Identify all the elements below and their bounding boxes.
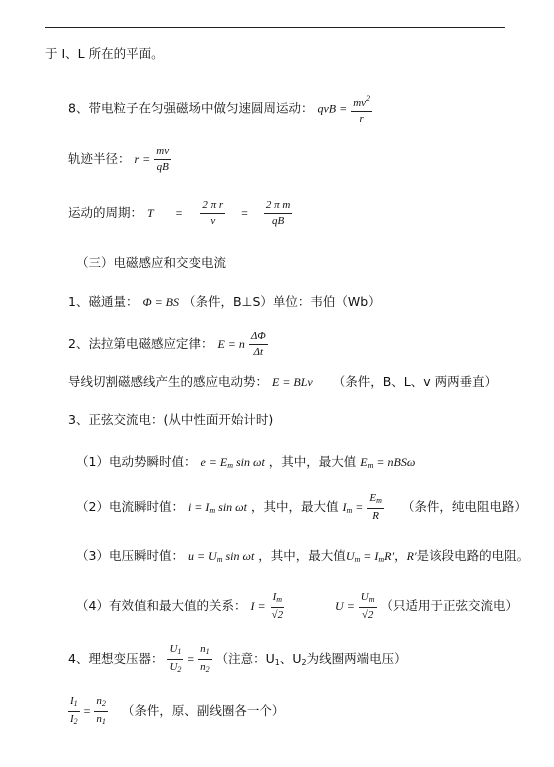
radius-label: 轨迹半径： xyxy=(68,151,131,166)
item-8-num: mv xyxy=(353,97,367,109)
item-8-fraction xyxy=(351,92,372,126)
effective-u-lhs: U = xyxy=(335,599,355,613)
emf-label: （1）电动势瞬时值： xyxy=(76,454,197,469)
radius-lhs: r = xyxy=(134,152,151,166)
transformer-label: 4、理想变压器： xyxy=(68,651,164,666)
emf-formula: $e = E_m$ sin ωt xyxy=(200,455,265,470)
period-fraction-1 xyxy=(200,199,225,228)
period-lhs: T xyxy=(147,206,154,220)
ac-title: 3、正弦交流电：(从中性面开始计时) xyxy=(68,412,274,427)
current-ratio-n-fraction: $\frac{n_2}{n_1}$ xyxy=(96,695,106,726)
item-8-lhs: qvB = xyxy=(317,101,348,116)
current-fraction: $\frac{E_m}{R}$ xyxy=(369,492,382,522)
faraday-lhs: E = n xyxy=(217,337,245,351)
effective-label: （4）有效值和最大值的关系： xyxy=(76,598,247,613)
item-8-label: 8、带电粒子在匀强磁场中做匀速圆周运动： xyxy=(68,100,314,116)
cutting-line xyxy=(68,372,497,390)
radius-fraction xyxy=(154,145,171,174)
item-8 xyxy=(68,92,372,126)
flux-formula: Φ = BS xyxy=(142,295,179,309)
radius-num: mv xyxy=(154,145,171,160)
emf-mid: ，其中，最大值 xyxy=(268,454,357,469)
transformer-n-fraction: $\frac{n_1}{n_2}$ xyxy=(200,643,210,674)
faraday-num: ΔΦ xyxy=(249,330,268,345)
voltage-line: （3）电压瞬时值： $u = U_m$ sin ωt ，其中，最大值$U_m = I_mR'$，R′是该段电路的电阻。 xyxy=(76,548,530,564)
faraday-line xyxy=(68,330,268,359)
current-formula: $i = I_m$ sin ωt xyxy=(187,500,247,515)
current-line xyxy=(76,492,527,523)
effective-note: （只适用于正弦交流电） xyxy=(380,598,519,613)
period-fraction-2 xyxy=(264,199,292,228)
effective-u-fraction: $\frac{U_m}{√2}$ xyxy=(360,591,375,621)
flux-label: 1、磁通量： xyxy=(68,294,139,309)
current-max-lhs: $I_m$ = xyxy=(342,500,364,515)
voltage-max: $U_m = I_mR'$ xyxy=(345,549,395,564)
faraday-label: 2、法拉第电磁感应定律： xyxy=(68,336,214,351)
voltage-formula: $u = U_m$ sin ωt xyxy=(187,549,255,564)
flux-line xyxy=(68,292,381,310)
current-ratio-line xyxy=(68,695,284,728)
header-rule xyxy=(45,27,505,28)
cutting-note: （条件，B、L、v 两两垂直） xyxy=(332,374,498,389)
voltage-tail: 是该段电路的电阻。 xyxy=(416,548,530,563)
current-note: （条件，纯电阻电路） xyxy=(401,499,527,514)
radius-den: qB xyxy=(156,161,169,173)
current-mid: ，其中，最大值 xyxy=(250,499,339,514)
cutting-label: 导线切割磁感线产生的感应电动势： xyxy=(68,374,269,389)
period-den-1: v xyxy=(210,215,216,227)
faraday-den: Δt xyxy=(253,346,264,358)
period-num-2: 2 π m xyxy=(264,199,292,214)
effective-i-lhs: I = xyxy=(250,599,266,613)
section-3-title: （三）电磁感应和交变电流 xyxy=(76,255,227,270)
item-8-den: r xyxy=(359,113,364,125)
intro-text: 于 I、L 所在的平面。 xyxy=(45,46,164,61)
period-line xyxy=(68,199,292,228)
voltage-mid: ，其中，最大值 xyxy=(258,548,346,563)
radius-line xyxy=(68,145,171,174)
current-ratio-eq: = xyxy=(83,704,91,718)
current-ratio-i-fraction: $\frac{I_1}{I_2}$ xyxy=(70,695,78,726)
effective-i-fraction: $\frac{I_m}{√2}$ xyxy=(271,591,284,621)
emf-line xyxy=(76,452,415,470)
period-eq-2: = xyxy=(241,206,248,220)
item-8-num-sup: 2 xyxy=(366,94,371,103)
transformer-eq: = xyxy=(187,652,195,666)
faraday-fraction xyxy=(249,330,268,359)
flux-note: （条件，B⊥S）单位：韦伯（Wb） xyxy=(182,294,381,309)
transformer-line xyxy=(68,643,407,676)
voltage-r: R′ xyxy=(406,549,417,563)
current-ratio-note: （条件，原、副线圈各一个） xyxy=(121,703,285,718)
voltage-label: （3）电压瞬时值： xyxy=(76,548,184,563)
cutting-formula: E = BLv xyxy=(272,375,313,389)
transformer-u-fraction: $\frac{U_1}{U_2}$ xyxy=(169,643,182,674)
period-num-1: 2 π r xyxy=(200,199,225,214)
period-label: 运动的周期： xyxy=(68,205,144,220)
period-eq-1: = xyxy=(175,206,183,220)
emf-max: $E_m = nBS\omega$ xyxy=(360,455,416,470)
effective-line xyxy=(76,591,518,622)
transformer-note: （注意：$U_1$、$U_2$为线圈两端电压） xyxy=(215,651,407,667)
current-label: （2）电流瞬时值： xyxy=(76,499,184,514)
period-den-2: qB xyxy=(272,215,285,227)
